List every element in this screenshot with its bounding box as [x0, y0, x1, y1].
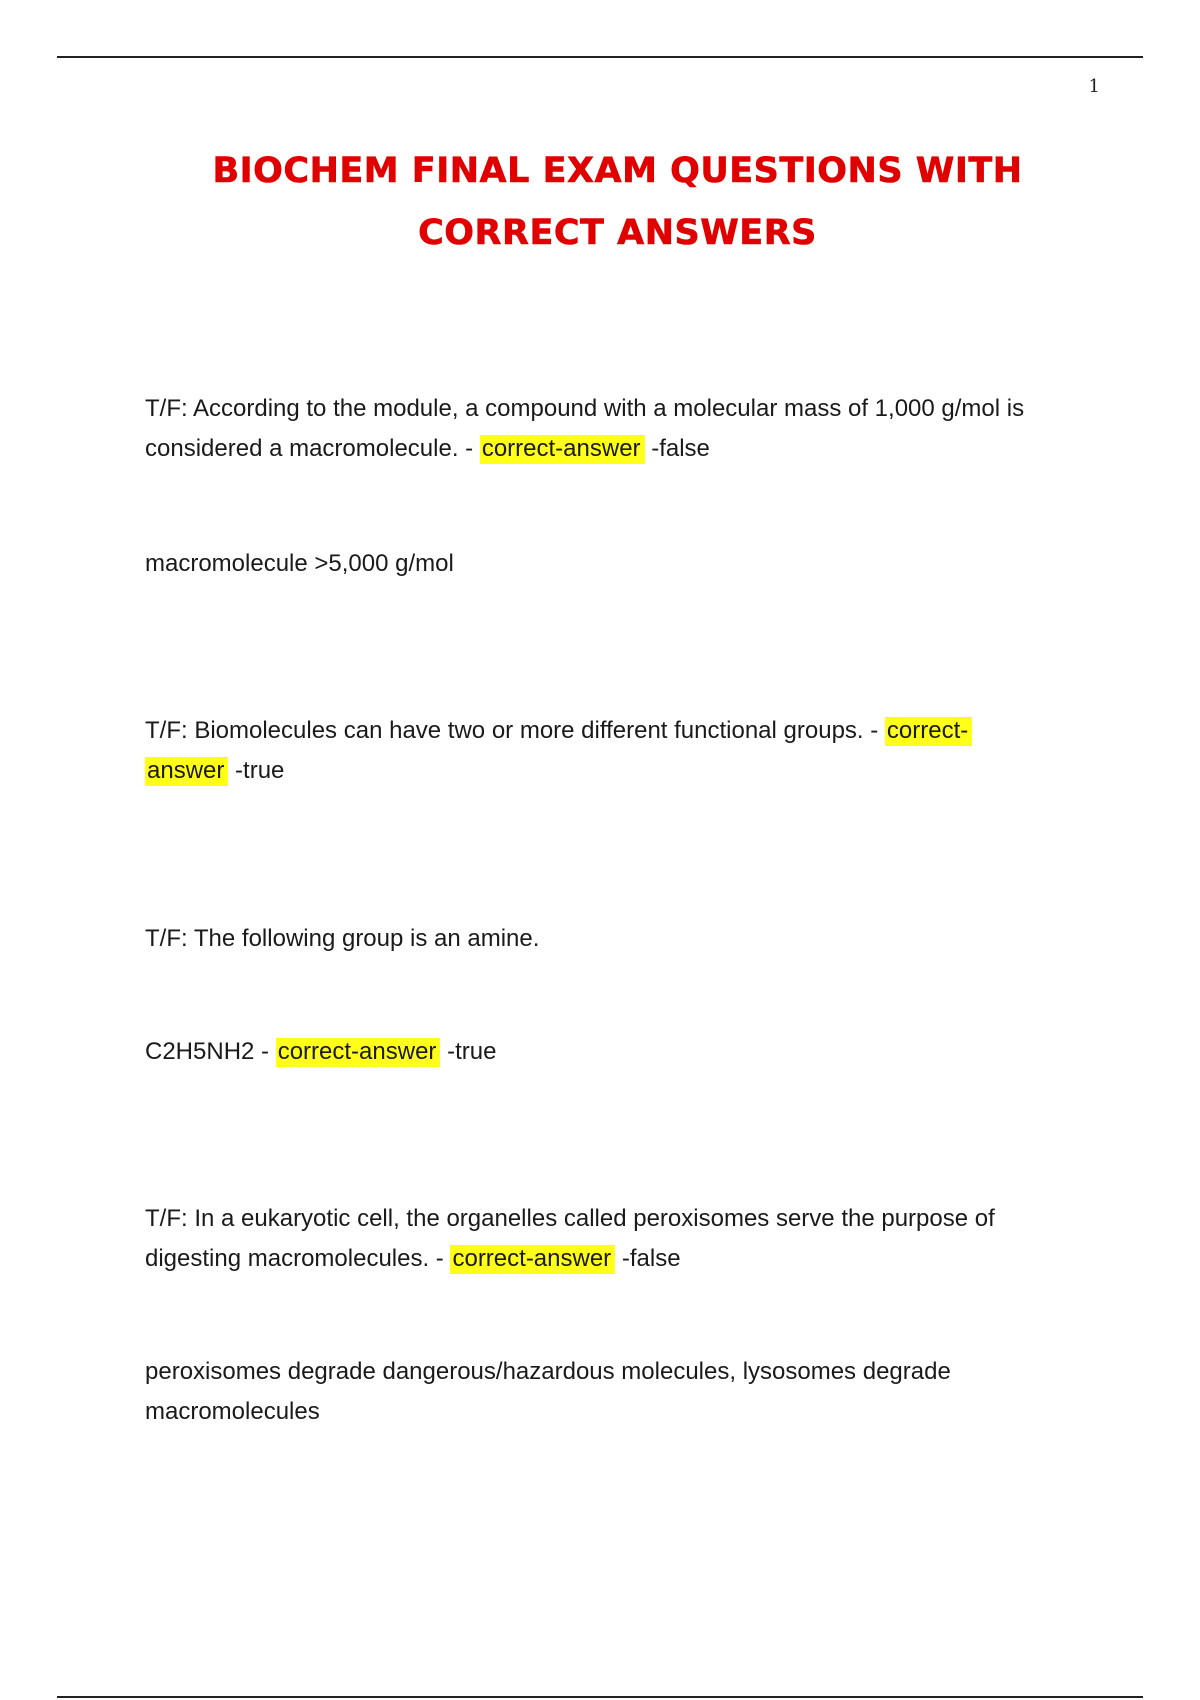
explanation-note-2: peroxisomes degrade dangerous/hazardous molecules, lysosomes degrade macromolecules — [145, 1358, 951, 1425]
correct-answer-highlight: correct- — [885, 717, 972, 746]
correct-answer-highlight: correct-answer — [450, 1245, 615, 1274]
answer-text: -true — [228, 757, 285, 784]
correct-answer-highlight-cont: answer — [145, 757, 228, 786]
question-text: T/F: According to the module, a compound with a molecular mass of 1,000 g/mol is considered a macromolecule. - — [145, 395, 1025, 462]
footer-rule — [57, 1696, 1143, 1698]
formula-text: C2H5NH2 - — [145, 1038, 276, 1065]
question-text: T/F: In a eukaryotic cell, the organelles called peroxisomes serve the purpose of digesting macromolecules. - — [145, 1205, 995, 1272]
page-number: 1 — [1088, 76, 1100, 97]
correct-answer-highlight: correct-answer — [276, 1038, 441, 1067]
question-3: T/F: The following group is an amine. — [145, 925, 540, 952]
document-title — [100, 140, 1135, 264]
answer-text: -false — [644, 435, 710, 462]
explanation-note-1: macromolecule >5,000 g/mol — [145, 550, 454, 577]
title-line-1: BIOCHEM FINAL EXAM QUESTIONS WITH — [212, 151, 1023, 191]
question-3-formula — [145, 1032, 1095, 1072]
answer-text: -false — [615, 1245, 681, 1272]
title-line-2: CORRECT ANSWERS — [418, 213, 817, 253]
answer-text: -true — [440, 1038, 497, 1065]
correct-answer-highlight: correct-answer — [480, 435, 645, 464]
header-rule — [57, 56, 1143, 58]
question-2 — [145, 711, 1095, 791]
question-1 — [145, 389, 1095, 469]
question-text: T/F: Biomolecules can have two or more different functional groups. - — [145, 717, 885, 744]
question-4 — [145, 1199, 1095, 1279]
